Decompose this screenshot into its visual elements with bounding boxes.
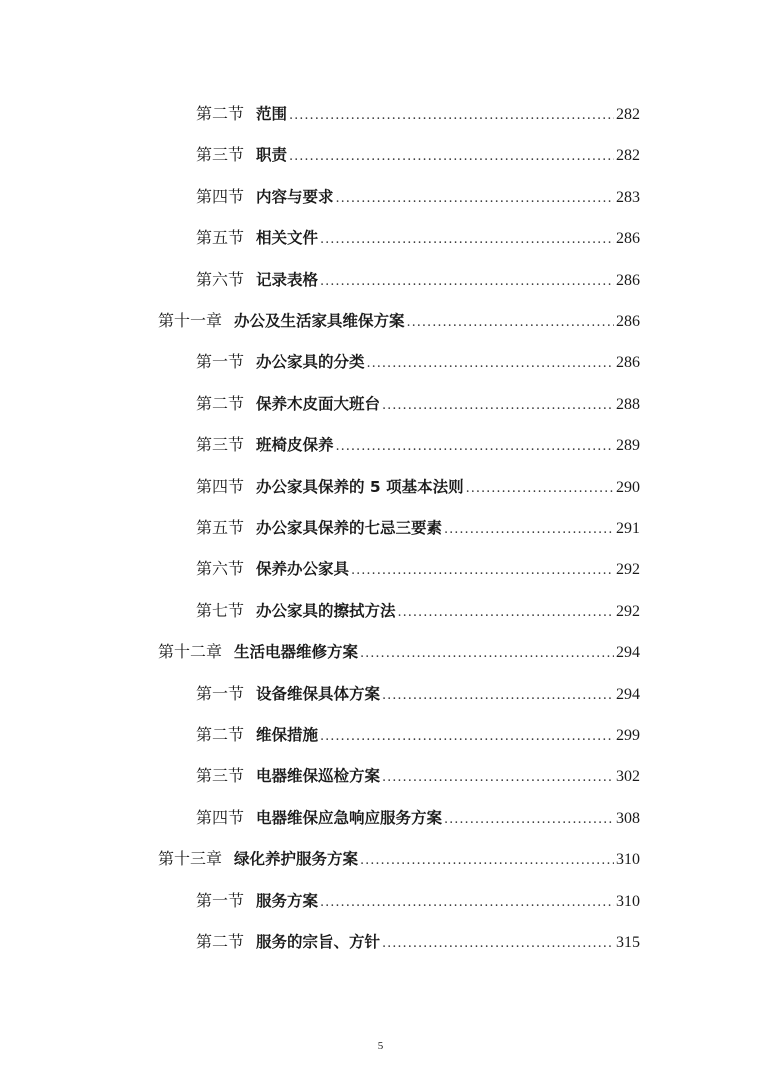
toc-leader-dots bbox=[398, 592, 614, 633]
toc-entry-section[interactable] bbox=[196, 383, 640, 424]
toc-leader-dots bbox=[444, 509, 614, 550]
toc-entry-title: 办公及生活家具维保方案 bbox=[234, 312, 405, 330]
toc-entry-title: 电器维保巡检方案 bbox=[256, 767, 381, 786]
toc-entry-number: 第十二章 bbox=[158, 642, 223, 662]
page-number: 5 bbox=[377, 1040, 384, 1052]
toc-leader-dots bbox=[336, 178, 614, 219]
toc-entry-title: 内容与要求 bbox=[256, 187, 334, 206]
toc-entry-number: 第一节 bbox=[196, 890, 245, 910]
toc-entry-number: 第二节 bbox=[196, 725, 245, 744]
toc-entry-section[interactable] bbox=[196, 259, 640, 300]
toc-leader-dots bbox=[320, 219, 614, 260]
toc-entry-number: 第四节 bbox=[196, 807, 245, 827]
toc-entry-page: 282 bbox=[616, 106, 640, 123]
toc-entry-section[interactable] bbox=[196, 548, 640, 589]
toc-entry-title: 范围 bbox=[256, 105, 288, 123]
toc-entry-page: 294 bbox=[616, 644, 640, 662]
toc-entry-page: 292 bbox=[616, 602, 640, 620]
toc-leader-dots bbox=[360, 633, 614, 674]
toc-entry-page: 286 bbox=[616, 271, 640, 289]
toc-entry-section[interactable] bbox=[196, 880, 640, 921]
toc-entry-number: 第一节 bbox=[196, 352, 245, 372]
toc-entry-section[interactable] bbox=[196, 424, 640, 465]
toc-leader-dots bbox=[407, 302, 614, 343]
toc-entry-section[interactable] bbox=[196, 797, 640, 838]
toc-entry-title: 电器维保应急响应服务方案 bbox=[256, 808, 443, 827]
toc-entry-number: 第二节 bbox=[196, 932, 245, 951]
toc-entry-number: 第四节 bbox=[196, 186, 245, 206]
toc-entry-title: 办公家具保养的 5 项基本法则 bbox=[256, 477, 464, 496]
toc-entry-page: 283 bbox=[616, 188, 640, 206]
toc-entry-title: 维保措施 bbox=[256, 726, 319, 744]
toc-entry-section[interactable] bbox=[196, 590, 640, 631]
toc-leader-dots bbox=[466, 468, 614, 509]
toc-leader-dots bbox=[351, 550, 614, 591]
toc-entry-number: 第十三章 bbox=[158, 849, 223, 869]
toc-entry-page: 294 bbox=[616, 685, 640, 703]
toc-entry-title: 办公家具的分类 bbox=[256, 353, 365, 372]
toc-entry-title: 办公家具的擦拭方法 bbox=[256, 601, 396, 620]
toc-entry-page: 286 bbox=[616, 354, 640, 372]
toc-entry-number: 第二节 bbox=[196, 393, 245, 413]
toc-leader-dots bbox=[360, 840, 614, 881]
toc-entry-page: 290 bbox=[616, 478, 640, 496]
toc-entry-number: 第三节 bbox=[196, 435, 245, 455]
toc-entry-title: 保养办公家具 bbox=[256, 560, 350, 579]
toc-entry-page: 289 bbox=[616, 437, 640, 455]
toc-entry-title: 职责 bbox=[256, 146, 288, 165]
toc-entry-title: 保养木皮面大班台 bbox=[256, 394, 381, 413]
toc-entry-page: 288 bbox=[616, 395, 640, 413]
toc-entry-chapter[interactable] bbox=[158, 300, 640, 341]
toc-entry-page: 308 bbox=[616, 809, 640, 827]
toc-entry-number: 第十一章 bbox=[158, 311, 223, 330]
toc-entry-number: 第三节 bbox=[196, 145, 245, 165]
toc-entry-chapter[interactable] bbox=[158, 631, 640, 672]
toc-entry-page: 315 bbox=[616, 934, 640, 951]
toc-entry-title: 生活电器维修方案 bbox=[234, 643, 359, 662]
toc-entry-section[interactable] bbox=[196, 507, 640, 548]
toc-entry-chapter[interactable] bbox=[158, 838, 640, 879]
toc-entry-section[interactable] bbox=[196, 93, 640, 134]
toc-leader-dots bbox=[382, 923, 614, 964]
toc-leader-dots bbox=[320, 261, 614, 302]
toc-leader-dots bbox=[382, 757, 614, 798]
toc-entry-section[interactable] bbox=[196, 466, 640, 507]
toc-entry-section[interactable] bbox=[196, 176, 640, 217]
toc-entry-title: 服务的宗旨、方针 bbox=[256, 933, 381, 951]
toc-entry-number: 第五节 bbox=[196, 228, 245, 248]
toc-entry-page: 310 bbox=[616, 851, 640, 869]
toc-entry-page: 286 bbox=[616, 313, 640, 330]
toc-leader-dots bbox=[382, 385, 614, 426]
toc-leader-dots bbox=[336, 426, 614, 467]
toc-entry-page: 292 bbox=[616, 561, 640, 579]
toc-entry-number: 第三节 bbox=[196, 766, 245, 786]
toc-leader-dots bbox=[444, 799, 614, 840]
toc-leader-dots bbox=[320, 882, 614, 923]
toc-entry-section[interactable] bbox=[196, 673, 640, 714]
toc-entry-number: 第五节 bbox=[196, 518, 245, 537]
toc-entry-title: 办公家具保养的七忌三要素 bbox=[256, 519, 443, 537]
toc-entry-title: 设备维保具体方案 bbox=[256, 684, 381, 703]
toc-entry-title: 相关文件 bbox=[256, 229, 319, 248]
toc-entry-page: 286 bbox=[616, 230, 640, 248]
toc-entry-section[interactable] bbox=[196, 217, 640, 258]
toc-entry-section[interactable] bbox=[196, 921, 640, 962]
toc-entry-number: 第七节 bbox=[196, 600, 245, 620]
toc-entry-title: 记录表格 bbox=[256, 270, 319, 289]
toc-entry-title: 绿化养护服务方案 bbox=[234, 850, 359, 869]
toc-leader-dots bbox=[289, 136, 614, 177]
toc-leader-dots bbox=[367, 343, 614, 384]
toc-leader-dots bbox=[289, 95, 614, 136]
toc-entry-number: 第六节 bbox=[196, 559, 245, 579]
toc-entry-section[interactable] bbox=[196, 341, 640, 382]
toc-entry-page: 282 bbox=[616, 147, 640, 165]
toc-leader-dots bbox=[320, 716, 614, 757]
toc-entry-section[interactable] bbox=[196, 755, 640, 796]
toc-leader-dots bbox=[382, 675, 614, 716]
toc-entry-section[interactable] bbox=[196, 714, 640, 755]
toc-entry-number: 第一节 bbox=[196, 683, 245, 703]
toc-entry-title: 服务方案 bbox=[256, 891, 319, 910]
toc-entry-number: 第二节 bbox=[196, 104, 245, 123]
toc-entry-section[interactable] bbox=[196, 134, 640, 175]
toc-entry-number: 第四节 bbox=[196, 476, 245, 496]
toc-entry-number: 第六节 bbox=[196, 269, 245, 289]
toc-entry-title: 班椅皮保养 bbox=[256, 436, 334, 455]
toc-entry-page: 310 bbox=[616, 892, 640, 910]
toc-entry-page: 299 bbox=[616, 727, 640, 744]
toc-entry-page: 302 bbox=[616, 768, 640, 786]
toc-entry-page: 291 bbox=[616, 520, 640, 537]
